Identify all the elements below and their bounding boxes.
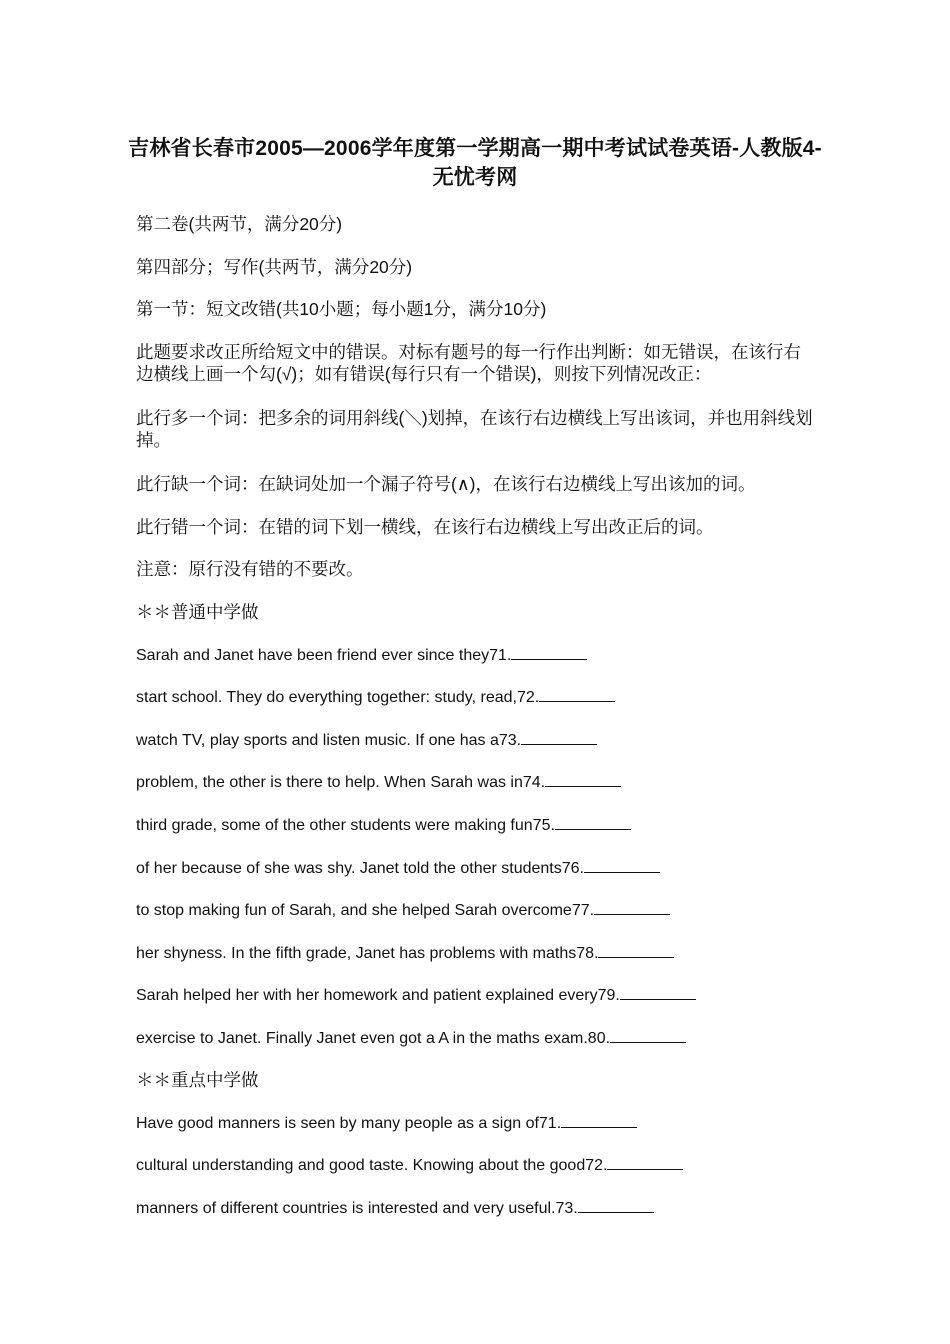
document-title: 吉林省长春市2005—2006学年度第一学期高一期中考试试卷英语-人教版4-无忧考网 — [128, 137, 822, 189]
passage-line — [136, 687, 836, 708]
passage-line — [136, 1028, 836, 1049]
answer-blank[interactable] — [521, 730, 597, 745]
paragraph-part4-heading: 第四部分；写作(共两节，满分20分) — [136, 257, 413, 277]
paragraph-missing-word-rule: 此行缺一个词：在缺词处加一个漏子符号(∧)，在该行右边横线上写出该加的词。 — [136, 474, 756, 494]
passage-line — [136, 1113, 836, 1134]
answer-blank[interactable] — [539, 687, 615, 702]
line-text: problem, the other is there to help. When Sarah was in74. — [136, 774, 546, 791]
passage-line — [136, 985, 836, 1006]
line-text: Sarah and Janet have been friend ever since they71. — [136, 647, 512, 664]
line-text: Sarah helped her with her homework and patient explained every79. — [136, 987, 620, 1004]
line-text: third grade, some of the other students were making fun75. — [136, 817, 555, 834]
paragraph-part2-heading: 第二卷(共两节，满分20分) — [136, 214, 343, 234]
answer-blank[interactable] — [607, 1155, 683, 1170]
line-text: manners of different countries is interested and very useful.73. — [136, 1200, 578, 1217]
answer-blank[interactable] — [511, 645, 587, 660]
line-text: exercise to Janet. Finally Janet even got a A in the maths exam.80. — [136, 1030, 611, 1047]
line-text: watch TV, play sports and listen music. If one has a73. — [136, 732, 522, 749]
line-text: of her because of she was shy. Janet told the other students76. — [136, 860, 584, 877]
line-text: her shyness. In the fifth grade, Janet has problems with maths78. — [136, 945, 599, 962]
answer-blank[interactable] — [545, 772, 621, 787]
line-text: Have good manners is seen by many people as a sign of71. — [136, 1115, 562, 1132]
paragraph-wrong-word-rule: 此行错一个词：在错的词下划一横线，在该行右边横线上写出改正后的词。 — [136, 517, 714, 537]
passage-line — [136, 1198, 836, 1219]
section-heading-ordinary-school: ＊＊普通中学做 — [136, 602, 259, 622]
answer-blank[interactable] — [598, 943, 674, 958]
passage-line — [136, 772, 836, 793]
passage-line — [136, 858, 836, 879]
passage-line — [136, 1155, 836, 1176]
paragraph-note: 注意：原行没有错的不要改。 — [136, 559, 364, 579]
paragraph-section1-heading: 第一节：短文改错(共10小题；每小题1分，满分10分) — [136, 299, 547, 319]
paragraph-instructions: 此题要求改正所给短文中的错误。对标有题号的每一行作出判断：如无错误，在该行右边横线上画一个勾(√)；如有错误(每行只有一个错误)，则按下列情况改正： — [136, 342, 801, 384]
answer-blank[interactable] — [584, 858, 660, 873]
passage-line — [136, 815, 836, 836]
passage-line — [136, 943, 836, 964]
passage-line — [136, 900, 836, 921]
answer-blank[interactable] — [594, 900, 670, 915]
answer-blank[interactable] — [561, 1113, 637, 1128]
line-text: to stop making fun of Sarah, and she helped Sarah overcome77. — [136, 902, 595, 919]
answer-blank[interactable] — [578, 1198, 654, 1213]
line-text: cultural understanding and good taste. Knowing about the good72. — [136, 1157, 608, 1174]
answer-blank[interactable] — [620, 985, 696, 1000]
answer-blank[interactable] — [610, 1028, 686, 1043]
answer-blank[interactable] — [555, 815, 631, 830]
paragraph-extra-word-rule: 此行多一个词：把多余的词用斜线(＼)划掉，在该行右边横线上写出该词，并也用斜线划掉。 — [136, 408, 813, 450]
passage-line — [136, 645, 836, 666]
line-text: start school. They do everything together: study, read,72. — [136, 689, 540, 706]
passage-line — [136, 730, 836, 751]
section-heading-key-school: ＊＊重点中学做 — [136, 1070, 259, 1090]
